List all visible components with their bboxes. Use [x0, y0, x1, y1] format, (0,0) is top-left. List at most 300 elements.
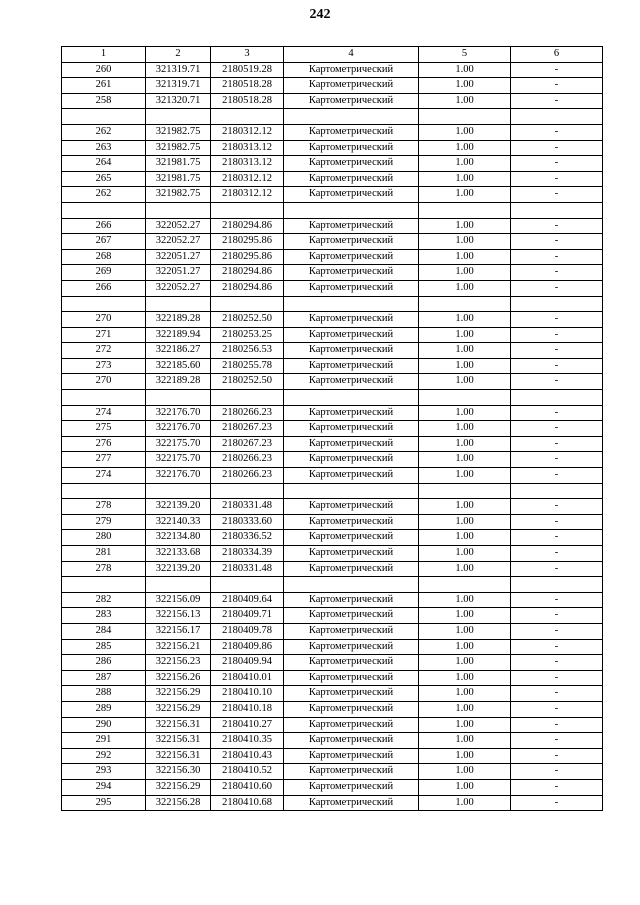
- empty-cell: [284, 202, 419, 218]
- x-coordinate-cell: 322185.60: [146, 358, 211, 374]
- table-row: [62, 546, 603, 562]
- separator-row: [62, 483, 603, 499]
- x-coordinate-cell: 322176.70: [146, 405, 211, 421]
- point-number-cell: 294: [62, 779, 146, 795]
- x-coordinate-cell: 322156.23: [146, 655, 211, 671]
- separator-row: [62, 390, 603, 406]
- empty-cell: [511, 109, 603, 125]
- y-coordinate-cell: 2180409.86: [211, 639, 284, 655]
- empty-cell: [284, 577, 419, 593]
- y-coordinate-cell: 2180266.23: [211, 468, 284, 484]
- method-cell: Картометрический: [284, 421, 419, 437]
- point-number-cell: 289: [62, 701, 146, 717]
- accuracy-cell: 1.00: [419, 655, 511, 671]
- point-number-cell: 262: [62, 124, 146, 140]
- y-coordinate-cell: 2180410.43: [211, 748, 284, 764]
- y-coordinate-cell: 2180312.12: [211, 124, 284, 140]
- note-cell: -: [511, 764, 603, 780]
- empty-cell: [146, 296, 211, 312]
- table-row: [62, 701, 603, 717]
- accuracy-cell: 1.00: [419, 623, 511, 639]
- y-coordinate-cell: 2180255.78: [211, 358, 284, 374]
- x-coordinate-cell: 322156.21: [146, 639, 211, 655]
- x-coordinate-cell: 321320.71: [146, 93, 211, 109]
- note-cell: -: [511, 358, 603, 374]
- x-coordinate-cell: 321319.71: [146, 78, 211, 94]
- point-number-cell: 271: [62, 327, 146, 343]
- method-cell: Картометрический: [284, 546, 419, 562]
- accuracy-cell: 1.00: [419, 608, 511, 624]
- method-cell: Картометрический: [284, 764, 419, 780]
- note-cell: -: [511, 312, 603, 328]
- y-coordinate-cell: 2180294.86: [211, 218, 284, 234]
- point-number-cell: 273: [62, 358, 146, 374]
- empty-cell: [211, 483, 284, 499]
- accuracy-cell: 1.00: [419, 499, 511, 515]
- point-number-cell: 279: [62, 514, 146, 530]
- y-coordinate-cell: 2180313.12: [211, 156, 284, 172]
- method-cell: Картометрический: [284, 218, 419, 234]
- accuracy-cell: 1.00: [419, 561, 511, 577]
- y-coordinate-cell: 2180295.86: [211, 249, 284, 265]
- header-cell-5: 5: [419, 47, 511, 63]
- point-number-cell: 263: [62, 140, 146, 156]
- method-cell: Картометрический: [284, 655, 419, 671]
- note-cell: -: [511, 717, 603, 733]
- accuracy-cell: 1.00: [419, 795, 511, 811]
- y-coordinate-cell: 2180331.48: [211, 499, 284, 515]
- x-coordinate-cell: 322156.26: [146, 670, 211, 686]
- x-coordinate-cell: 321319.71: [146, 62, 211, 78]
- note-cell: -: [511, 171, 603, 187]
- table-row: [62, 452, 603, 468]
- point-number-cell: 262: [62, 187, 146, 203]
- point-number-cell: 261: [62, 78, 146, 94]
- empty-cell: [284, 296, 419, 312]
- note-cell: -: [511, 280, 603, 296]
- note-cell: -: [511, 623, 603, 639]
- note-cell: -: [511, 218, 603, 234]
- note-cell: -: [511, 546, 603, 562]
- accuracy-cell: 1.00: [419, 717, 511, 733]
- y-coordinate-cell: 2180294.86: [211, 265, 284, 281]
- note-cell: -: [511, 78, 603, 94]
- method-cell: Картометрический: [284, 265, 419, 281]
- note-cell: -: [511, 187, 603, 203]
- method-cell: Картометрический: [284, 748, 419, 764]
- method-cell: Картометрический: [284, 499, 419, 515]
- point-number-cell: 278: [62, 499, 146, 515]
- x-coordinate-cell: 322156.29: [146, 701, 211, 717]
- table-header: [62, 47, 603, 63]
- note-cell: -: [511, 140, 603, 156]
- y-coordinate-cell: 2180518.28: [211, 78, 284, 94]
- note-cell: -: [511, 748, 603, 764]
- header-cell-2: 2: [146, 47, 211, 63]
- x-coordinate-cell: 322156.09: [146, 592, 211, 608]
- note-cell: -: [511, 156, 603, 172]
- x-coordinate-cell: 322134.80: [146, 530, 211, 546]
- accuracy-cell: 1.00: [419, 779, 511, 795]
- y-coordinate-cell: 2180410.18: [211, 701, 284, 717]
- table-row: [62, 156, 603, 172]
- accuracy-cell: 1.00: [419, 764, 511, 780]
- empty-cell: [211, 390, 284, 406]
- y-coordinate-cell: 2180312.12: [211, 171, 284, 187]
- note-cell: -: [511, 62, 603, 78]
- point-number-cell: 269: [62, 265, 146, 281]
- method-cell: Картометрический: [284, 156, 419, 172]
- table-row: [62, 124, 603, 140]
- empty-cell: [511, 483, 603, 499]
- note-cell: -: [511, 670, 603, 686]
- accuracy-cell: 1.00: [419, 78, 511, 94]
- table-row: [62, 717, 603, 733]
- y-coordinate-cell: 2180410.60: [211, 779, 284, 795]
- note-cell: -: [511, 686, 603, 702]
- note-cell: -: [511, 327, 603, 343]
- point-number-cell: 282: [62, 592, 146, 608]
- table-row: [62, 93, 603, 109]
- point-number-cell: 266: [62, 280, 146, 296]
- note-cell: -: [511, 249, 603, 265]
- page-number: 242: [309, 7, 331, 22]
- accuracy-cell: 1.00: [419, 733, 511, 749]
- method-cell: Картометрический: [284, 124, 419, 140]
- y-coordinate-cell: 2180256.53: [211, 343, 284, 359]
- accuracy-cell: 1.00: [419, 421, 511, 437]
- x-coordinate-cell: 322139.20: [146, 499, 211, 515]
- empty-cell: [284, 390, 419, 406]
- accuracy-cell: 1.00: [419, 124, 511, 140]
- y-coordinate-cell: 2180252.50: [211, 312, 284, 328]
- table-row: [62, 140, 603, 156]
- accuracy-cell: 1.00: [419, 639, 511, 655]
- table-row: [62, 655, 603, 671]
- accuracy-cell: 1.00: [419, 374, 511, 390]
- point-number-cell: 270: [62, 374, 146, 390]
- accuracy-cell: 1.00: [419, 343, 511, 359]
- empty-cell: [62, 202, 146, 218]
- accuracy-cell: 1.00: [419, 452, 511, 468]
- method-cell: Картометрический: [284, 530, 419, 546]
- y-coordinate-cell: 2180519.28: [211, 62, 284, 78]
- y-coordinate-cell: 2180333.60: [211, 514, 284, 530]
- point-number-cell: 287: [62, 670, 146, 686]
- note-cell: -: [511, 405, 603, 421]
- note-cell: -: [511, 514, 603, 530]
- accuracy-cell: 1.00: [419, 358, 511, 374]
- method-cell: Картометрический: [284, 670, 419, 686]
- point-number-cell: 260: [62, 62, 146, 78]
- point-number-cell: 295: [62, 795, 146, 811]
- empty-cell: [284, 109, 419, 125]
- method-cell: Картометрический: [284, 343, 419, 359]
- empty-cell: [211, 202, 284, 218]
- header-row: [62, 47, 603, 63]
- table-body: [62, 62, 603, 811]
- x-coordinate-cell: 322052.27: [146, 218, 211, 234]
- method-cell: Картометрический: [284, 249, 419, 265]
- x-coordinate-cell: 322156.31: [146, 733, 211, 749]
- x-coordinate-cell: 321982.75: [146, 187, 211, 203]
- point-number-cell: 293: [62, 764, 146, 780]
- x-coordinate-cell: 322175.70: [146, 452, 211, 468]
- method-cell: Картометрический: [284, 358, 419, 374]
- x-coordinate-cell: 322051.27: [146, 249, 211, 265]
- x-coordinate-cell: 322156.29: [146, 779, 211, 795]
- empty-cell: [146, 577, 211, 593]
- note-cell: -: [511, 608, 603, 624]
- accuracy-cell: 1.00: [419, 748, 511, 764]
- x-coordinate-cell: 322156.31: [146, 748, 211, 764]
- point-number-cell: 270: [62, 312, 146, 328]
- x-coordinate-cell: 322156.17: [146, 623, 211, 639]
- x-coordinate-cell: 322176.70: [146, 421, 211, 437]
- accuracy-cell: 1.00: [419, 468, 511, 484]
- point-number-cell: 276: [62, 436, 146, 452]
- x-coordinate-cell: 322189.94: [146, 327, 211, 343]
- table-row: [62, 421, 603, 437]
- empty-cell: [62, 109, 146, 125]
- accuracy-cell: 1.00: [419, 249, 511, 265]
- x-coordinate-cell: 322133.68: [146, 546, 211, 562]
- accuracy-cell: 1.00: [419, 546, 511, 562]
- y-coordinate-cell: 2180334.39: [211, 546, 284, 562]
- empty-cell: [146, 390, 211, 406]
- method-cell: Картометрический: [284, 733, 419, 749]
- y-coordinate-cell: 2180409.78: [211, 623, 284, 639]
- accuracy-cell: 1.00: [419, 156, 511, 172]
- accuracy-cell: 1.00: [419, 592, 511, 608]
- table-row: [62, 280, 603, 296]
- x-coordinate-cell: 322189.28: [146, 312, 211, 328]
- x-coordinate-cell: 322175.70: [146, 436, 211, 452]
- accuracy-cell: 1.00: [419, 93, 511, 109]
- method-cell: Картометрический: [284, 701, 419, 717]
- y-coordinate-cell: 2180410.52: [211, 764, 284, 780]
- method-cell: Картометрический: [284, 405, 419, 421]
- point-number-cell: 291: [62, 733, 146, 749]
- note-cell: -: [511, 733, 603, 749]
- table-row: [62, 623, 603, 639]
- method-cell: Картометрический: [284, 327, 419, 343]
- accuracy-cell: 1.00: [419, 514, 511, 530]
- table-row: [62, 468, 603, 484]
- point-number-cell: 286: [62, 655, 146, 671]
- empty-cell: [511, 296, 603, 312]
- separator-row: [62, 577, 603, 593]
- point-number-cell: 278: [62, 561, 146, 577]
- note-cell: -: [511, 779, 603, 795]
- point-number-cell: 274: [62, 405, 146, 421]
- y-coordinate-cell: 2180267.23: [211, 436, 284, 452]
- method-cell: Картометрический: [284, 561, 419, 577]
- accuracy-cell: 1.00: [419, 62, 511, 78]
- table-row: [62, 78, 603, 94]
- y-coordinate-cell: 2180295.86: [211, 234, 284, 250]
- method-cell: Картометрический: [284, 686, 419, 702]
- method-cell: Картометрический: [284, 468, 419, 484]
- point-number-cell: 274: [62, 468, 146, 484]
- table-row: [62, 764, 603, 780]
- method-cell: Картометрический: [284, 717, 419, 733]
- y-coordinate-cell: 2180336.52: [211, 530, 284, 546]
- y-coordinate-cell: 2180267.23: [211, 421, 284, 437]
- accuracy-cell: 1.00: [419, 701, 511, 717]
- point-number-cell: 258: [62, 93, 146, 109]
- method-cell: Картометрический: [284, 436, 419, 452]
- method-cell: Картометрический: [284, 374, 419, 390]
- x-coordinate-cell: 321982.75: [146, 140, 211, 156]
- header-cell-4: 4: [284, 47, 419, 63]
- point-number-cell: 283: [62, 608, 146, 624]
- point-number-cell: 266: [62, 218, 146, 234]
- separator-row: [62, 296, 603, 312]
- empty-cell: [146, 483, 211, 499]
- table-row: [62, 249, 603, 265]
- empty-cell: [511, 390, 603, 406]
- point-number-cell: 288: [62, 686, 146, 702]
- point-number-cell: 264: [62, 156, 146, 172]
- method-cell: Картометрический: [284, 592, 419, 608]
- method-cell: Картометрический: [284, 639, 419, 655]
- accuracy-cell: 1.00: [419, 670, 511, 686]
- table-row: [62, 561, 603, 577]
- table-row: [62, 608, 603, 624]
- accuracy-cell: 1.00: [419, 327, 511, 343]
- empty-cell: [146, 202, 211, 218]
- table-row: [62, 733, 603, 749]
- method-cell: Картометрический: [284, 280, 419, 296]
- point-number-cell: 265: [62, 171, 146, 187]
- empty-cell: [511, 202, 603, 218]
- note-cell: -: [511, 592, 603, 608]
- point-number-cell: 272: [62, 343, 146, 359]
- table-row: [62, 374, 603, 390]
- method-cell: Картометрический: [284, 234, 419, 250]
- accuracy-cell: 1.00: [419, 187, 511, 203]
- method-cell: Картометрический: [284, 795, 419, 811]
- note-cell: -: [511, 655, 603, 671]
- accuracy-cell: 1.00: [419, 171, 511, 187]
- note-cell: -: [511, 265, 603, 281]
- point-number-cell: 275: [62, 421, 146, 437]
- table-row: [62, 62, 603, 78]
- y-coordinate-cell: 2180409.71: [211, 608, 284, 624]
- accuracy-cell: 1.00: [419, 218, 511, 234]
- note-cell: -: [511, 452, 603, 468]
- note-cell: -: [511, 530, 603, 546]
- empty-cell: [419, 483, 511, 499]
- y-coordinate-cell: 2180410.68: [211, 795, 284, 811]
- x-coordinate-cell: 322156.13: [146, 608, 211, 624]
- y-coordinate-cell: 2180409.94: [211, 655, 284, 671]
- note-cell: -: [511, 374, 603, 390]
- method-cell: Картометрический: [284, 93, 419, 109]
- note-cell: -: [511, 639, 603, 655]
- point-number-cell: 281: [62, 546, 146, 562]
- point-number-cell: 267: [62, 234, 146, 250]
- x-coordinate-cell: 322052.27: [146, 234, 211, 250]
- x-coordinate-cell: 321981.75: [146, 156, 211, 172]
- table-row: [62, 514, 603, 530]
- point-number-cell: 290: [62, 717, 146, 733]
- note-cell: -: [511, 468, 603, 484]
- method-cell: Картометрический: [284, 452, 419, 468]
- table-row: [62, 499, 603, 515]
- accuracy-cell: 1.00: [419, 530, 511, 546]
- y-coordinate-cell: 2180410.35: [211, 733, 284, 749]
- y-coordinate-cell: 2180410.01: [211, 670, 284, 686]
- y-coordinate-cell: 2180294.86: [211, 280, 284, 296]
- separator-row: [62, 202, 603, 218]
- accuracy-cell: 1.00: [419, 312, 511, 328]
- note-cell: -: [511, 795, 603, 811]
- table-row: [62, 748, 603, 764]
- accuracy-cell: 1.00: [419, 265, 511, 281]
- table-row: [62, 779, 603, 795]
- note-cell: -: [511, 499, 603, 515]
- x-coordinate-cell: 322051.27: [146, 265, 211, 281]
- accuracy-cell: 1.00: [419, 436, 511, 452]
- table-row: [62, 218, 603, 234]
- method-cell: Картометрический: [284, 514, 419, 530]
- table-row: [62, 312, 603, 328]
- note-cell: -: [511, 436, 603, 452]
- x-coordinate-cell: 322186.27: [146, 343, 211, 359]
- method-cell: Картометрический: [284, 140, 419, 156]
- x-coordinate-cell: 322189.28: [146, 374, 211, 390]
- accuracy-cell: 1.00: [419, 140, 511, 156]
- table-row: [62, 265, 603, 281]
- method-cell: Картометрический: [284, 608, 419, 624]
- method-cell: Картометрический: [284, 312, 419, 328]
- y-coordinate-cell: 2180409.64: [211, 592, 284, 608]
- y-coordinate-cell: 2180252.50: [211, 374, 284, 390]
- point-number-cell: 280: [62, 530, 146, 546]
- y-coordinate-cell: 2180312.12: [211, 187, 284, 203]
- table-row: [62, 795, 603, 811]
- accuracy-cell: 1.00: [419, 405, 511, 421]
- empty-cell: [146, 109, 211, 125]
- table-row: [62, 327, 603, 343]
- point-number-cell: 285: [62, 639, 146, 655]
- method-cell: Картометрический: [284, 779, 419, 795]
- table-row: [62, 234, 603, 250]
- note-cell: -: [511, 561, 603, 577]
- y-coordinate-cell: 2180518.28: [211, 93, 284, 109]
- empty-cell: [211, 577, 284, 593]
- y-coordinate-cell: 2180410.10: [211, 686, 284, 702]
- x-coordinate-cell: 321982.75: [146, 124, 211, 140]
- empty-cell: [419, 296, 511, 312]
- y-coordinate-cell: 2180331.48: [211, 561, 284, 577]
- method-cell: Картометрический: [284, 187, 419, 203]
- note-cell: -: [511, 234, 603, 250]
- accuracy-cell: 1.00: [419, 234, 511, 250]
- y-coordinate-cell: 2180313.12: [211, 140, 284, 156]
- y-coordinate-cell: 2180253.25: [211, 327, 284, 343]
- accuracy-cell: 1.00: [419, 280, 511, 296]
- header-cell-3: 3: [211, 47, 284, 63]
- empty-cell: [419, 109, 511, 125]
- header-cell-1: 1: [62, 47, 146, 63]
- note-cell: -: [511, 421, 603, 437]
- method-cell: Картометрический: [284, 62, 419, 78]
- point-number-cell: 292: [62, 748, 146, 764]
- header-cell-6: 6: [511, 47, 603, 63]
